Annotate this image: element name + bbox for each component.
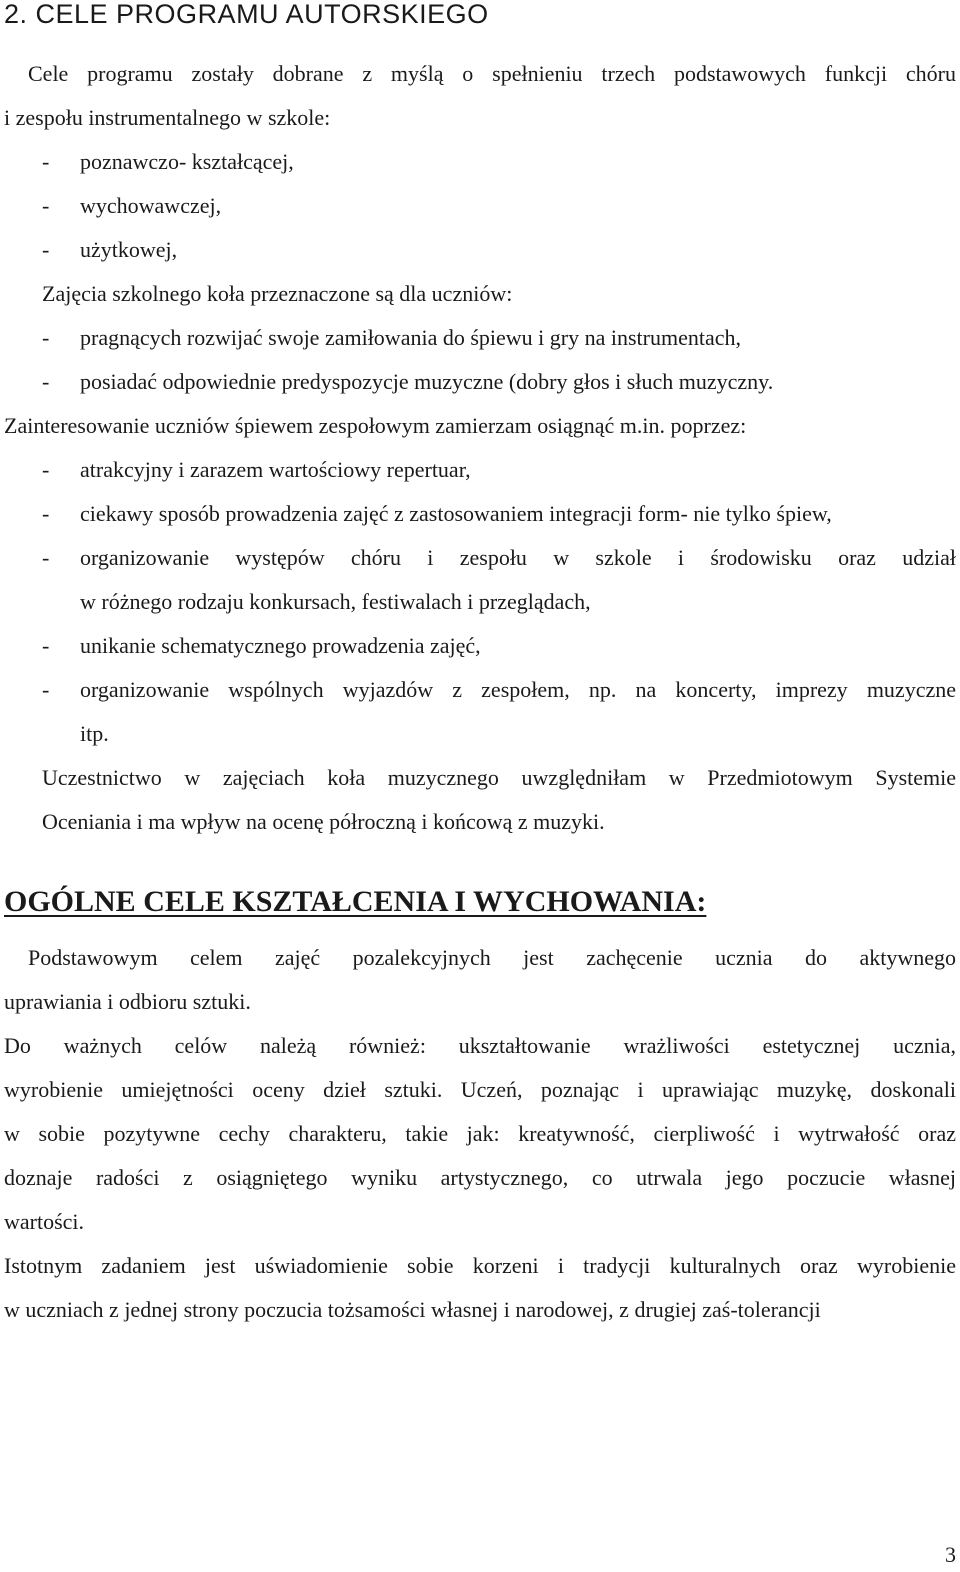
list-item: unikanie schematycznego prowadzenia zajęć, bbox=[80, 633, 481, 658]
list-item-continuation: itp. bbox=[80, 721, 109, 746]
paragraph-line: uprawiania i odbioru sztuki. bbox=[4, 989, 251, 1014]
list-bullet: - bbox=[42, 325, 50, 350]
list-item: poznawczo- kształcącej, bbox=[80, 149, 294, 174]
list-item: posiadać odpowiednie predyspozycje muzyczne (dobry głos i słuch muzyczny. bbox=[80, 369, 774, 394]
page-number: 3 bbox=[945, 1542, 956, 1567]
list-bullet: - bbox=[42, 545, 50, 570]
paragraph-line: Istotnym zadaniem jest uświadomienie sobie korzeni i tradycji kulturalnych oraz wyrobienie bbox=[4, 1253, 956, 1278]
paragraph-line: w uczniach z jednej strony poczucia tożsamości własnej i narodowej, z drugiej zaś-tolerancji bbox=[4, 1297, 821, 1322]
list-item: pragnących rozwijać swoje zamiłowania do śpiewu i gry na instrumentach, bbox=[80, 325, 741, 350]
general-goals-heading: OGÓLNE CELE KSZTAŁCENIA I WYCHOWANIA: bbox=[4, 885, 707, 918]
list-item: organizowanie występów chóru i zespołu w szkole i środowisku oraz udział bbox=[80, 545, 956, 570]
assessment-line-2: Oceniania i ma wpływ na ocenę półroczną i końcową z muzyki. bbox=[42, 809, 605, 834]
paragraph-line: doznaje radości z osiągniętego wyniku artystycznego, co utrwala jego poczucie własnej bbox=[4, 1165, 956, 1190]
paragraph-line: Podstawowym celem zajęć pozalekcyjnych jest zachęcenie ucznia do aktywnego bbox=[28, 945, 956, 970]
list-item: wychowawczej, bbox=[80, 193, 222, 218]
list-item: ciekawy sposób prowadzenia zajęć z zastosowaniem integracji form- nie tylko śpiew, bbox=[80, 501, 832, 526]
intro-line-2: i zespołu instrumentalnego w szkole: bbox=[4, 105, 331, 130]
paragraph-line: w sobie pozytywne cechy charakteru, takie jak: kreatywność, cierpliwość i wytrwałość oraz bbox=[4, 1121, 956, 1146]
list-item-continuation: w różnego rodzaju konkursach, festiwalach i przeglądach, bbox=[80, 589, 591, 614]
list-bullet: - bbox=[42, 501, 50, 526]
intro-line-1: Cele programu zostały dobrane z myślą o spełnieniu trzech podstawowych funkcji chóru bbox=[28, 61, 956, 86]
list-bullet: - bbox=[42, 193, 50, 218]
interest-intro: Zainteresowanie uczniów śpiewem zespołowym zamierzam osiągnąć m.in. poprzez: bbox=[4, 413, 747, 438]
list-bullet: - bbox=[42, 457, 50, 482]
list-bullet: - bbox=[42, 369, 50, 394]
list-bullet: - bbox=[42, 633, 50, 658]
list-bullet: - bbox=[42, 149, 50, 174]
list-bullet: - bbox=[42, 677, 50, 702]
list-item: organizowanie wspólnych wyjazdów z zespołem, np. na koncerty, imprezy muzyczne bbox=[80, 677, 956, 702]
paragraph-line: wartości. bbox=[4, 1209, 85, 1234]
assessment-line-1: Uczestnictwo w zajęciach koła muzycznego uwzględniłam w Przedmiotowym Systemie bbox=[42, 765, 956, 790]
paragraph-line: wyrobienie umiejętności oceny dzieł sztuki. Uczeń, poznając i uprawiając muzykę, doskonali bbox=[4, 1077, 956, 1102]
list-item: użytkowej, bbox=[80, 237, 178, 262]
section-title: 2. CELE PROGRAMU AUTORSKIEGO bbox=[4, 0, 489, 29]
list-bullet: - bbox=[42, 237, 50, 262]
paragraph-line: Do ważnych celów należą również: ukształtowanie wrażliwości estetycznej ucznia, bbox=[4, 1033, 956, 1058]
list-item: atrakcyjny i zarazem wartościowy repertuar, bbox=[80, 457, 471, 482]
audience-intro: Zajęcia szkolnego koła przeznaczone są dla uczniów: bbox=[42, 281, 513, 306]
